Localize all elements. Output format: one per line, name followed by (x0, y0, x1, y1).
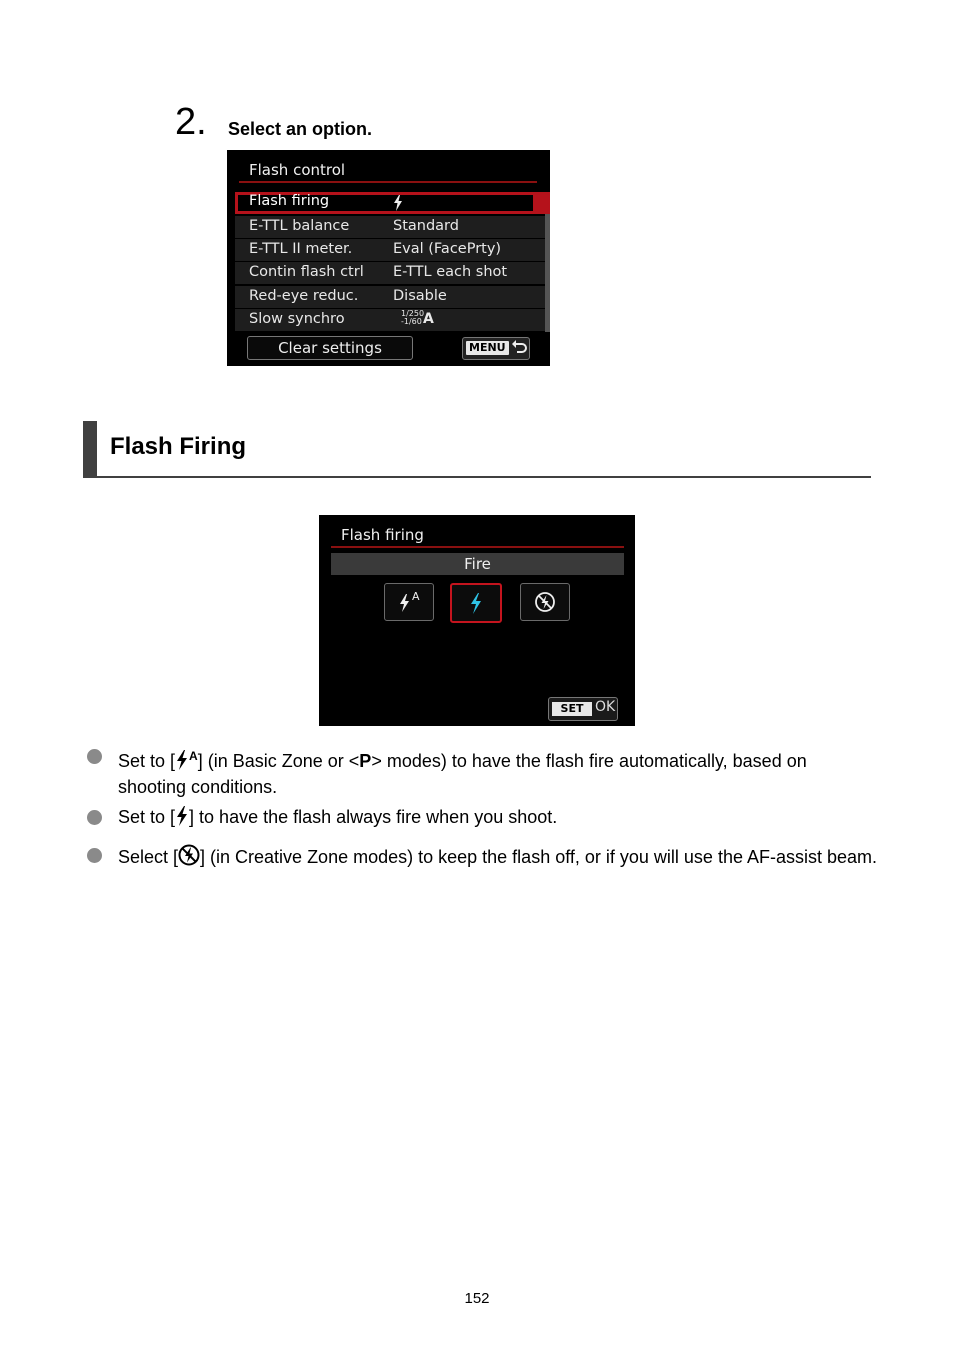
bullet-marker (87, 749, 102, 764)
screen-title: Flash firing (341, 526, 424, 544)
flash-icon (393, 195, 403, 215)
menu-row-red-eye[interactable] (235, 286, 545, 308)
menu-row-ettl-metering[interactable] (235, 239, 545, 261)
menu-row-flash-firing[interactable] (235, 192, 545, 214)
title-divider (331, 546, 624, 548)
flash-firing-screen (319, 515, 635, 726)
bullet-marker (87, 848, 102, 863)
menu-back-button[interactable] (462, 337, 530, 360)
set-label: SET (552, 702, 592, 716)
selected-option-label: Fire (331, 553, 624, 575)
set-ok-button[interactable] (548, 697, 618, 721)
menu-row-ettl-balance[interactable] (235, 216, 545, 238)
option-flash-on[interactable] (450, 583, 502, 623)
row-value: Disable (393, 288, 447, 304)
step-number: 2. (175, 101, 207, 143)
ok-label: OK (595, 699, 616, 715)
flash-icon (175, 806, 189, 832)
row-value: E-TTL each shot (393, 264, 508, 280)
row-value: Standard (393, 218, 459, 234)
flash-control-screen (227, 150, 550, 366)
bullet-flash-on: Set to [ ] to have the flash always fire when you shoot. (118, 806, 878, 832)
row-label: Slow synchro (249, 311, 345, 327)
scrollbar-thumb[interactable] (545, 192, 550, 214)
bullet-marker (87, 810, 102, 825)
step-instruction: Select an option. (228, 119, 373, 139)
row-value: Eval (FacePrty) (393, 241, 502, 257)
title-divider (239, 181, 537, 183)
clear-settings-button[interactable]: Clear settings (247, 336, 413, 360)
option-auto-flash[interactable] (384, 583, 434, 621)
bullet-auto-flash: Set to [ $^A$] (in Basic Zone or <P> modes) to have the flash fire automatically, based on shooting conditions. (118, 749, 807, 797)
menu-row-contin-flash[interactable] (235, 262, 545, 284)
row-label: Red-eye reduc. (249, 288, 359, 304)
page-number: 152 (464, 1290, 490, 1307)
slow-sync-range: 1/250 -1/60 (401, 309, 425, 326)
section-divider (83, 476, 871, 478)
return-icon (511, 338, 527, 362)
flash-off-icon (178, 844, 200, 872)
row-label: E-TTL II meter. (249, 241, 353, 257)
auto-flash-sub: A (412, 590, 420, 603)
menu-row-slow-synchro[interactable] (235, 309, 545, 331)
bullet-flash-off: Select [ ] (in Creative Zone modes) to keep the flash off, or if you will use the AF-assist beam. (118, 844, 878, 872)
menu-label: MENU (466, 341, 509, 355)
row-label: E-TTL balance (249, 218, 350, 234)
slow-sync-mode: A (423, 311, 434, 327)
auto-flash-icon (175, 750, 189, 776)
section-accent-bar (83, 421, 97, 478)
section-title: Flash Firing (110, 433, 247, 460)
row-label: Contin flash ctrl (249, 264, 364, 280)
row-label: Flash firing (249, 193, 330, 209)
screen-title: Flash control (249, 161, 346, 179)
option-flash-off[interactable] (520, 583, 570, 621)
